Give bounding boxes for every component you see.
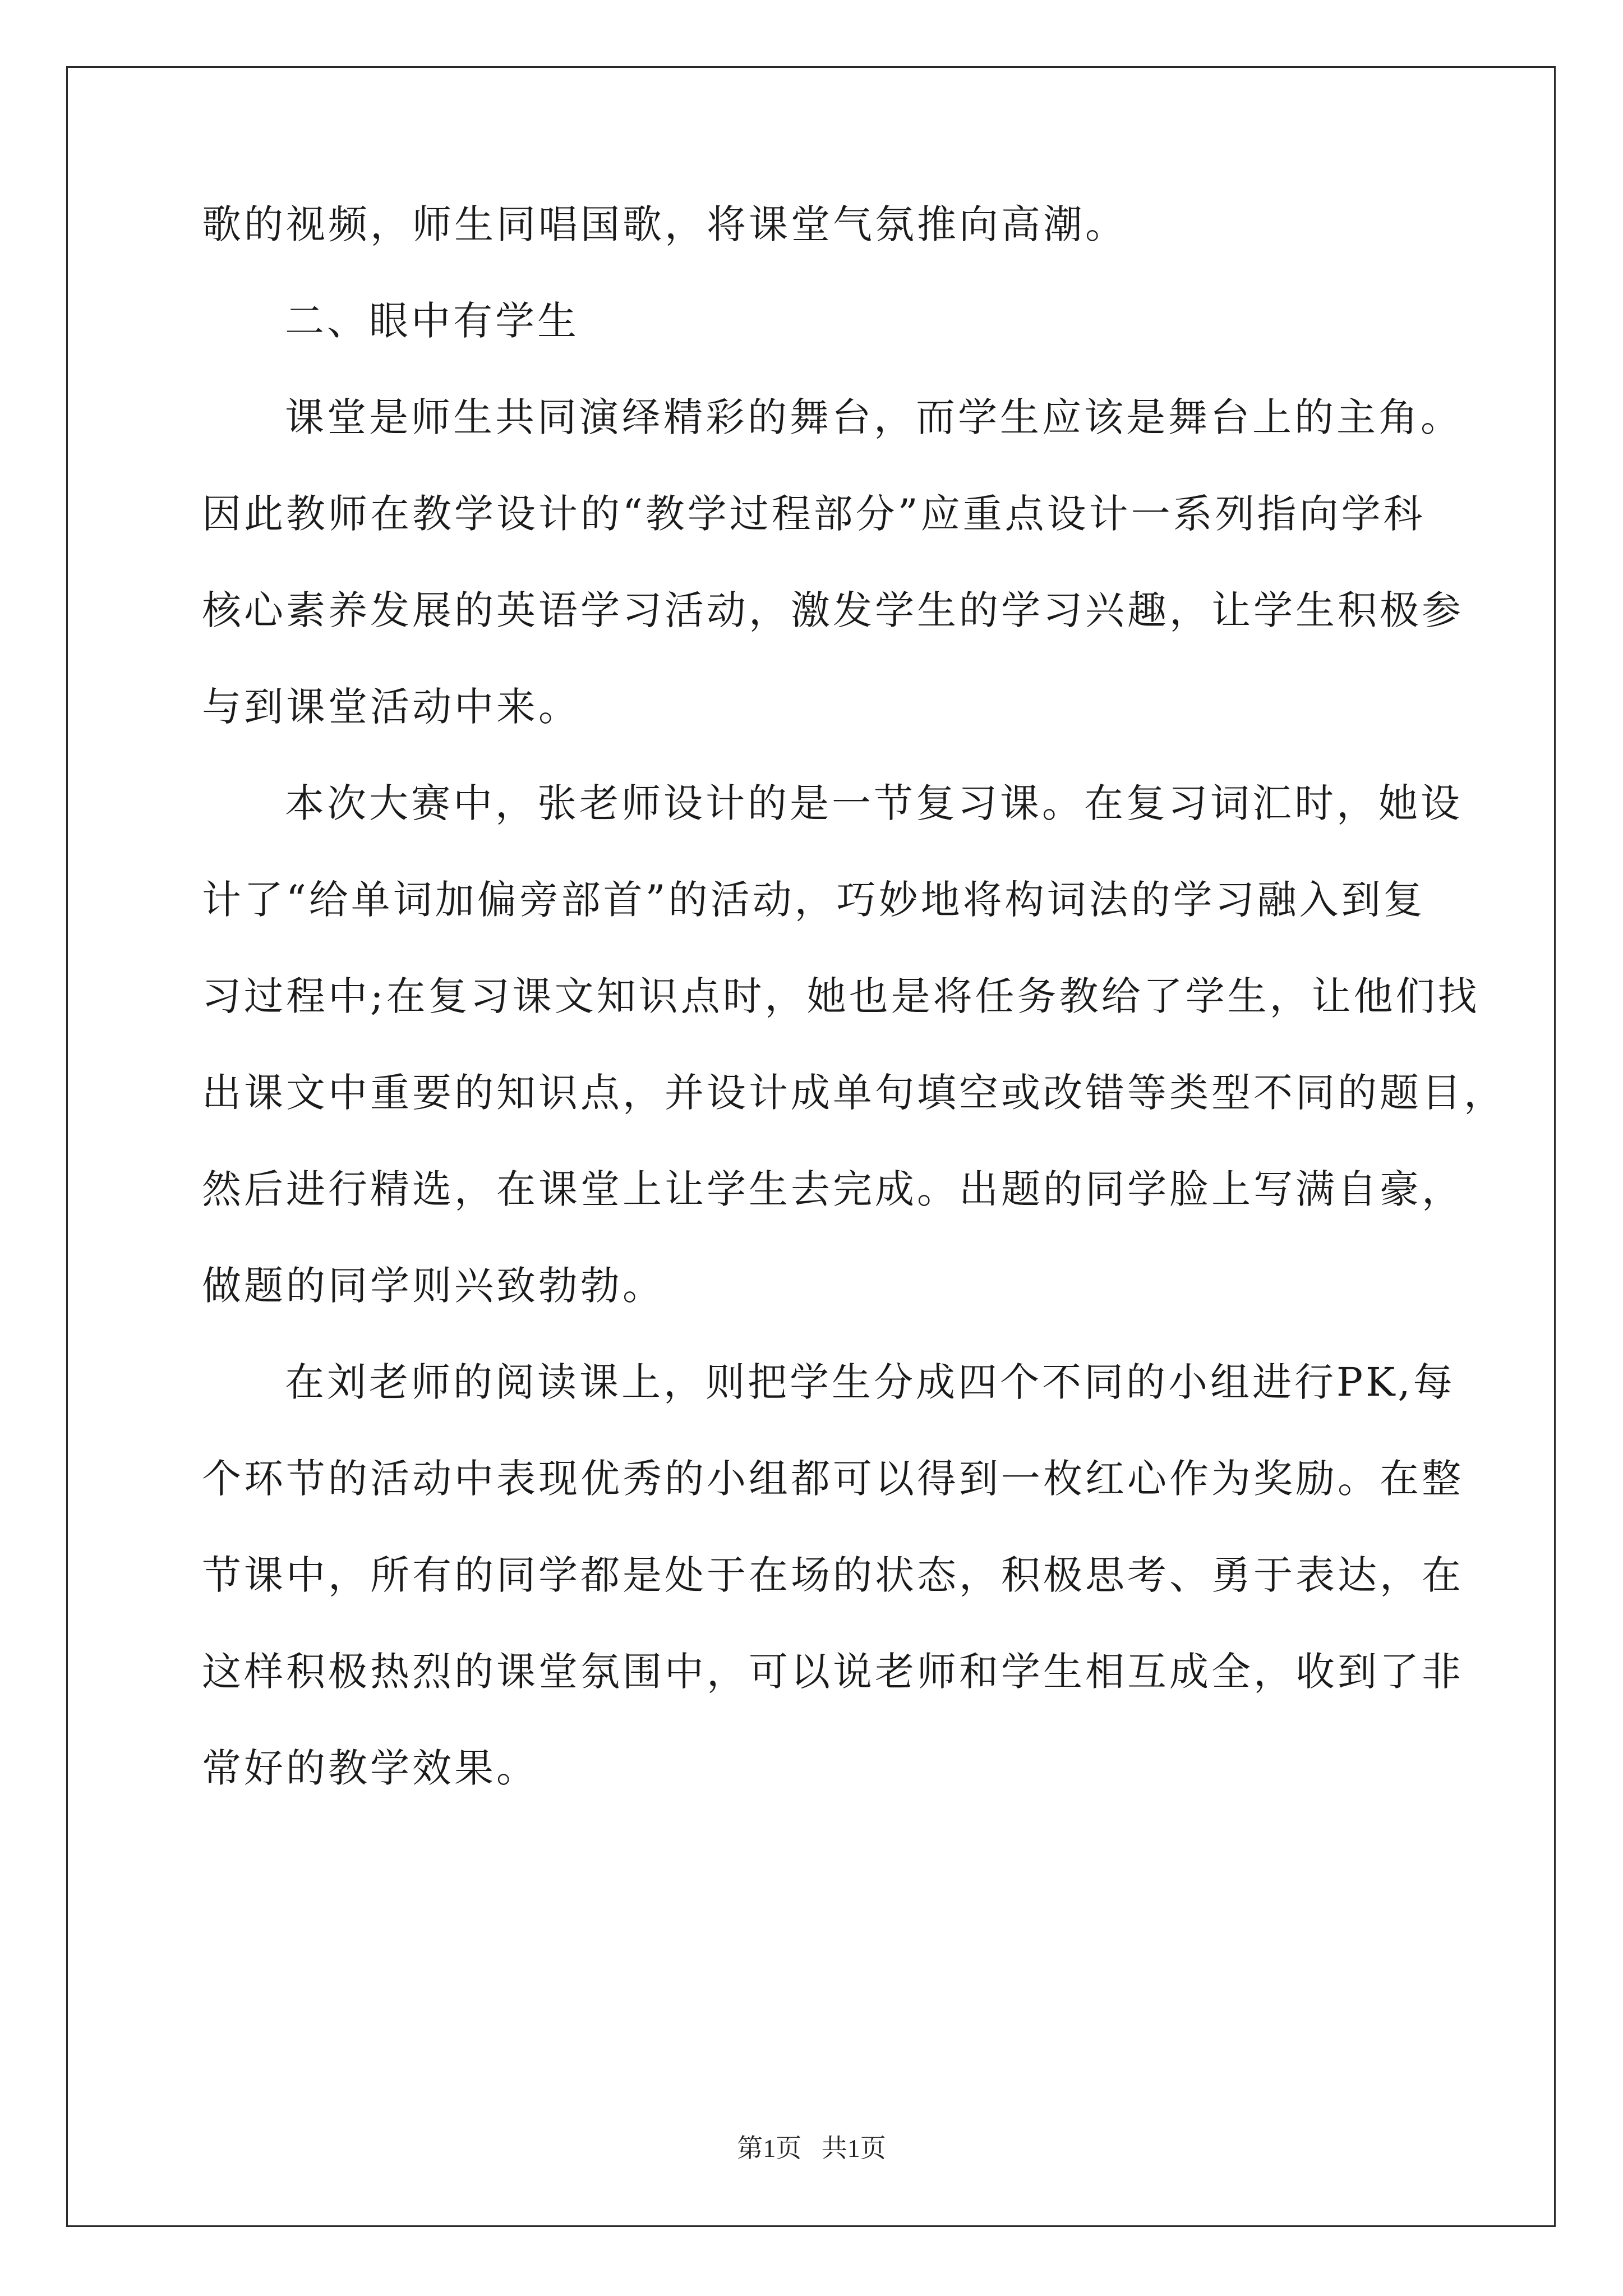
- page-border: [66, 66, 1556, 2227]
- page-number: 第1页: [737, 2134, 802, 2162]
- paragraph-line: 核心素养发展的英语学习活动，激发学生的学习兴趣，让学生积极参: [202, 587, 1464, 633]
- paragraph-line: 这样积极热烈的课堂氛围中，可以说老师和学生相互成全，收到了非: [202, 1649, 1464, 1695]
- paragraph-line: 本次大赛中，张老师设计的是一节复习课。在复习词汇时，她设: [285, 780, 1463, 826]
- page-total: 共1页: [821, 2134, 886, 2162]
- paragraph-line: 因此教师在教学设计的“教学过程部分”应重点设计一系列指向学科: [202, 491, 1426, 537]
- paragraph-line: 与到课堂活动中来。: [202, 684, 580, 730]
- paragraph-line: 出课文中重要的知识点，并设计成单句填空或改错等类型不同的题目，: [202, 1070, 1506, 1116]
- paragraph-line: 做题的同学则兴致勃勃。: [202, 1263, 665, 1309]
- paragraph-line: 常好的教学效果。: [202, 1745, 538, 1791]
- paragraph-line: 习过程中;在复习课文知识点时，她也是将任务教给了学生，让他们找: [202, 973, 1480, 1019]
- paragraph-line: 然后进行精选，在课堂上让学生去完成。出题的同学脸上写满自豪，: [202, 1166, 1464, 1212]
- paragraph-line: 节课中，所有的同学都是处于在场的状态，积极思考、勇于表达，在: [202, 1552, 1464, 1598]
- paragraph-line: 在刘老师的阅读课上，则把学生分成四个不同的小组进行PK,每: [285, 1359, 1455, 1405]
- paragraph-line: 个环节的活动中表现优秀的小组都可以得到一枚红心作为奖励。在整: [202, 1456, 1464, 1502]
- section-heading: 二、眼中有学生: [285, 298, 579, 344]
- paragraph-line: 课堂是师生共同演绎精彩的舞台，而学生应该是舞台上的主角。: [285, 394, 1463, 440]
- page-footer: [0, 2132, 1623, 2165]
- paragraph-line: 计了“给单词加偏旁部首”的活动，巧妙地将构词法的学习融入到复: [202, 877, 1426, 923]
- paragraph-line: 歌的视频，师生同唱国歌，将课堂气氛推向高潮。: [202, 201, 1127, 247]
